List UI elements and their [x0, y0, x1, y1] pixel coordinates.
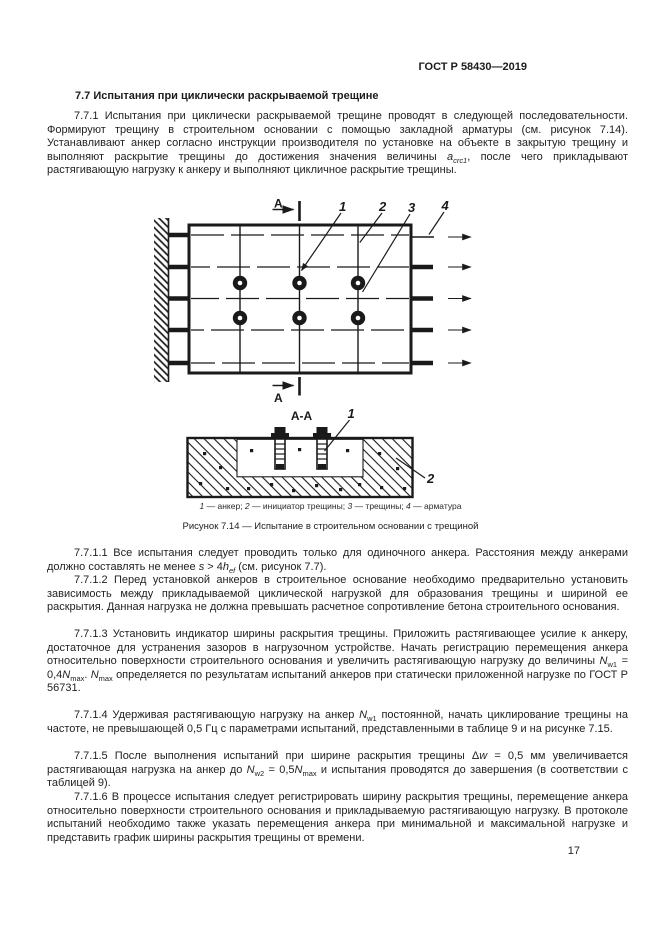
paragraph-7-7-1-4: 7.7.1.4 Удерживая растягивающую нагрузку на анкер $N_{w1}$ постоянной, начать циклирование трещины на частоте, не превышающей 0,5 Гц с параметрами испытаний, представленными в таблице 9 и на рисунке 7.15.: [47, 709, 628, 735]
callout-1-label: 1: [339, 199, 347, 214]
section-view-label: А-А: [290, 409, 313, 423]
wall-ties: [168, 235, 190, 363]
section-callout-2-label: 2: [427, 471, 435, 486]
load-arrows: [448, 237, 471, 363]
plan-view: [154, 197, 471, 406]
figure-legend: 1 — анкер; 2 — инициатор трещины; 3 — трещины; 4 — арматура: [199, 501, 462, 511]
support-wall-hatch: [154, 218, 168, 382]
figure-7-14-drawing: [0, 190, 661, 510]
section-letter-top: А: [274, 196, 283, 211]
callout-4-label: 4: [441, 198, 449, 213]
section-callout-1-label: 1: [347, 406, 355, 421]
section-letter-bottom: А: [274, 391, 283, 405]
page-number: 17: [567, 845, 580, 857]
figure-caption: Рисунок 7.14 — Испытание в строительном основании с трещиной: [182, 521, 479, 532]
crack-initiator-recess: [237, 439, 363, 477]
callout-2-label: 2: [379, 199, 387, 214]
section-cut-mark-top: [273, 197, 300, 222]
paragraph-7-7-1-6: 7.7.1.6 В процессе испытания следует регистрировать ширину раскрытия трещины, перемещение анкера относительно поверхности строительного основания и прикладываемую растягивающую нагрузку. В протоколе испытаний необходимо также указать перемещения анкера при минимальной и максимальной нагрузке и представить график ширины раскрытия трещины от времени.: [47, 791, 628, 844]
section-heading: 7.7 Испытания при циклически раскрываемой трещине: [75, 90, 379, 102]
paragraph-7-7-1-5: 7.7.1.5 После выполнения испытаний при ширине раскрытия трещины Δw = 0,5 мм увеличивается растягивающая нагрузка на анкер до $N_{w2} = 0,5N_{max}$ и испытания проводятся до завершения (в соответствии с таблицей 9).: [47, 750, 628, 790]
paragraph-7-7-1: 7.7.1 Испытания при циклически раскрываемой трещине проводят в следующей последовательности. Формируют трещину в строительном основании с помощью закладной арматуры (см. рисунок 7.14). Устанавливают анкер согласно инструкции производителя по установке на объекте в закрытую трещину и выполняют раскрытие трещины до достижения значения величины $a_{crc1}$, после чего прикладывают растягивающую нагрузку к анкеру и выполняют цикличное раскрытие трещины.: [47, 110, 628, 177]
paragraph-7-7-1-3: 7.7.1.3 Установить индикатор ширины раскрытия трещины. Приложить растягивающее усилие к анкеру, достаточное для устранения зазоров в нагрузочном устройстве. Начать регистрацию перемещения анкера относительно поверхности строительного основания и увеличить растягивающую нагрузку до величины $N_{w1} = 0,4N_{max}$. $N_{max}$ определяется по результатам испытаний анкеров при статически приложенной нагрузке по ГОСТ Р 56731.: [47, 628, 628, 695]
section-cut-mark-bottom: [273, 377, 300, 405]
section-view: [188, 406, 436, 497]
callout-3-label: 3: [408, 200, 416, 215]
paragraph-7-7-1-1: 7.7.1.1 Все испытания следует проводить только для одиночного анкера. Расстояния между анкерами должно составлять не менее $s > 4h_{ef}$ (см. рисунок 7.7).: [47, 547, 628, 575]
paragraph-7-7-1-2: 7.7.1.2 Перед установкой анкеров в строительное основание необходимо предварительно установить зависимость между прикладываемой циклической нагрузкой для образования трещины и шириной ее раскрытия. Данная нагрузка не должна превышать расчетное сопротивление бетона строительного основания.: [47, 574, 628, 614]
rebar-ends: [411, 267, 433, 363]
document-code: ГОСТ Р 58430—2019: [418, 61, 527, 73]
